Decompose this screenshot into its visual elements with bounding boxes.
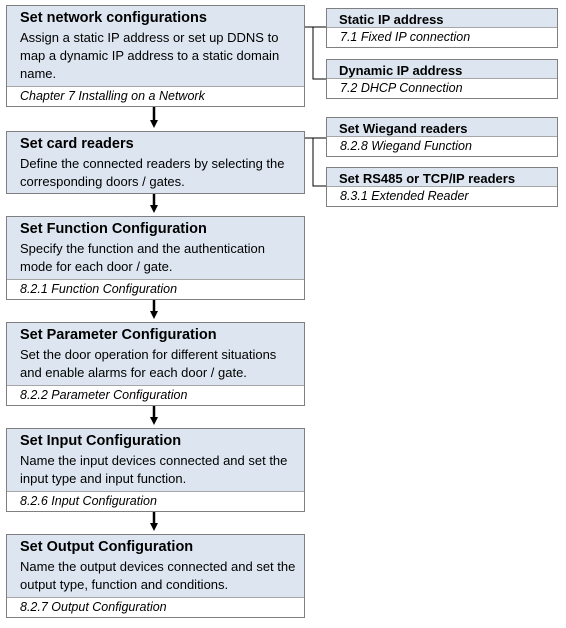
side-wiegand-readers: [326, 117, 558, 157]
side-connectors: [305, 27, 326, 186]
step-parameter-configuration: [6, 322, 305, 406]
step-description: Name the input devices connected and set the input type and input function.: [20, 453, 288, 486]
step-description: Specify the function and the authentication mode for each door / gate.: [20, 241, 266, 274]
step-description: Name the output devices connected and set the output type, function and conditions.: [20, 559, 296, 592]
reader-side-connector: [305, 138, 326, 186]
side-reference: 8.3.1 Extended Reader: [327, 186, 557, 206]
side-reference: 7.2 DHCP Connection: [327, 78, 557, 98]
step-input-configuration: [6, 428, 305, 512]
network-side-connector: [305, 27, 326, 79]
side-static-ip: [326, 8, 558, 48]
step-title: Set network configurations: [20, 10, 207, 26]
side-title: Set Wiegand readers: [339, 121, 468, 136]
step-function-configuration: [6, 216, 305, 300]
step-description: Define the connected readers by selecting the corresponding doors / gates.: [20, 156, 285, 189]
step-reference: 8.2.1 Function Configuration: [7, 279, 304, 299]
step-title: Set Parameter Configuration: [20, 327, 217, 343]
step-title: Set card readers: [20, 136, 134, 152]
side-title: Dynamic IP address: [339, 63, 463, 78]
side-reference: 8.2.8 Wiegand Function: [327, 136, 557, 156]
side-reference: 7.1 Fixed IP connection: [327, 27, 557, 47]
step-title: Set Function Configuration: [20, 221, 207, 237]
step-title: Set Output Configuration: [20, 539, 194, 555]
step-title: Set Input Configuration: [20, 433, 182, 449]
side-rs485-tcpip-readers: [326, 167, 558, 207]
step-output-configuration: [6, 534, 305, 618]
step-card-readers: [6, 131, 305, 194]
side-dynamic-ip: [326, 59, 558, 99]
step-description: Set the door operation for different situations and enable alarms for each door / gate.: [20, 347, 277, 380]
step-description: Assign a static IP address or set up DDNS to map a dynamic IP address to a static domain name.: [20, 30, 280, 81]
step-reference: Chapter 7 Installing on a Network: [7, 86, 304, 106]
step-reference: 8.2.6 Input Configuration: [7, 491, 304, 511]
side-title: Set RS485 or TCP/IP readers: [339, 171, 516, 186]
side-title: Static IP address: [339, 12, 444, 27]
step-reference: 8.2.7 Output Configuration: [7, 597, 304, 617]
step-network-configurations: [6, 5, 305, 107]
step-reference: 8.2.2 Parameter Configuration: [7, 385, 304, 405]
